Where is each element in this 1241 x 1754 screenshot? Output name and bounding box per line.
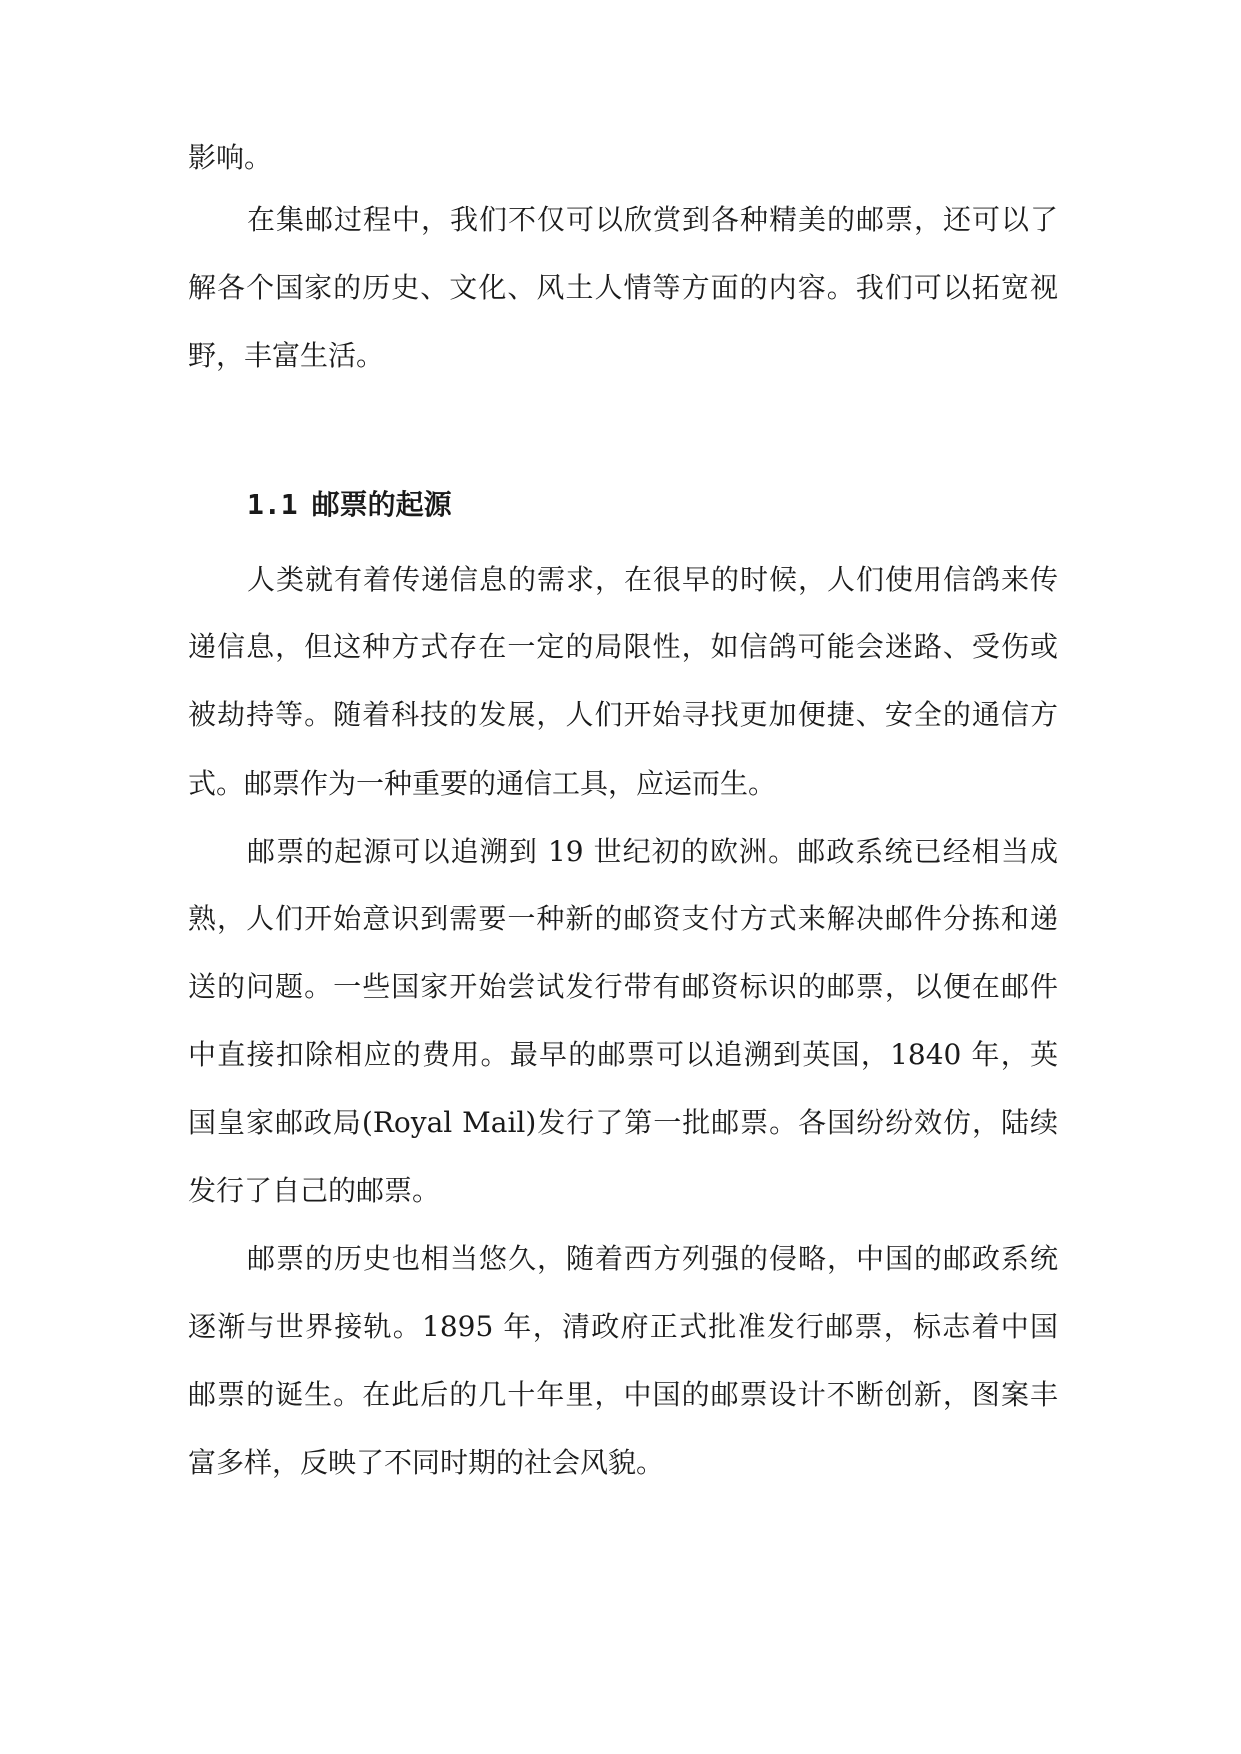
paragraph-line: 在集邮过程中，我们不仅可以欣赏到各种精美的邮票，还可以了 bbox=[247, 203, 1058, 236]
paragraph-line: 送的问题。一些国家开始尝试发行带有邮资标识的邮票，以便在邮件 bbox=[188, 970, 1058, 1003]
paragraph-line: 人类就有着传递信息的需求，在很早的时候，人们使用信鸽来传 bbox=[247, 563, 1058, 596]
paragraph-line: 式。邮票作为一种重要的通信工具，应运而生。 bbox=[188, 767, 777, 800]
paragraph-line: 邮票的起源可以追溯到 19 世纪初的欧洲。邮政系统已经相当成 bbox=[247, 835, 1058, 868]
paragraph-line: 邮票的诞生。在此后的几十年里，中国的邮票设计不断创新，图案丰 bbox=[188, 1378, 1058, 1411]
paragraph-line: 邮票的历史也相当悠久，随着西方列强的侵略，中国的邮政系统 bbox=[247, 1242, 1058, 1275]
paragraph-line: 国皇家邮政局(Royal Mail)发行了第一批邮票。各国纷纷效仿，陆续 bbox=[188, 1106, 1058, 1139]
section-heading bbox=[247, 485, 452, 525]
paragraph-line: 被劫持等。随着科技的发展，人们开始寻找更加便捷、安全的通信方 bbox=[188, 698, 1058, 731]
paragraph-line: 熟，人们开始意识到需要一种新的邮资支付方式来解决邮件分拣和递 bbox=[188, 902, 1058, 935]
section-title: 邮票的起源 bbox=[311, 488, 452, 521]
paragraph-line: 逐渐与世界接轨。1895 年，清政府正式批准发行邮票，标志着中国 bbox=[188, 1310, 1058, 1343]
paragraph-line: 影响。 bbox=[188, 141, 273, 174]
paragraph-line: 发行了自己的邮票。 bbox=[188, 1174, 441, 1207]
paragraph-line: 富多样，反映了不同时期的社会风貌。 bbox=[188, 1446, 665, 1479]
paragraph-line: 递信息，但这种方式存在一定的局限性，如信鸽可能会迷路、受伤或 bbox=[188, 630, 1058, 663]
section-number: 1.1 bbox=[247, 488, 298, 521]
paragraph-line: 野，丰富生活。 bbox=[188, 339, 385, 372]
paragraph-line: 中直接扣除相应的费用。最早的邮票可以追溯到英国，1840 年，英 bbox=[188, 1038, 1058, 1071]
paragraph-line: 解各个国家的历史、文化、风土人情等方面的内容。我们可以拓宽视 bbox=[188, 271, 1058, 304]
